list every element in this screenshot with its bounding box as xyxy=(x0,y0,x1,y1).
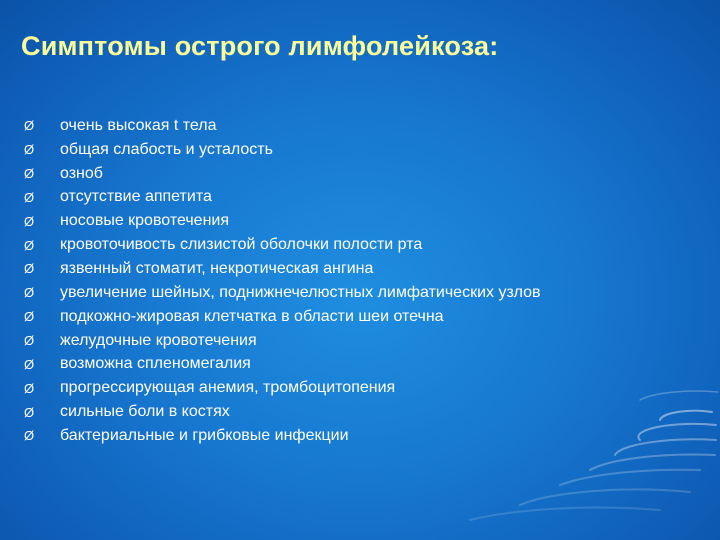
list-item-text: возможна спленомегалия xyxy=(60,355,251,373)
list-item xyxy=(24,186,704,210)
list-item xyxy=(24,162,704,186)
list-item-text: кровоточивость слизистой оболочки полости рта xyxy=(60,236,423,254)
arrow-bullet-icon: Ø xyxy=(24,333,35,349)
list-item xyxy=(24,400,704,424)
arrow-bullet-icon: Ø xyxy=(24,118,35,134)
list-item-text: желудочные кровотечения xyxy=(60,331,257,349)
arrow-bullet-icon: Ø xyxy=(24,142,35,158)
list-item-text: отсутствие аппетита xyxy=(60,188,212,206)
arrow-bullet-icon: Ø xyxy=(24,237,35,253)
list-item xyxy=(24,281,704,305)
ripple-arc xyxy=(470,508,660,520)
list-item xyxy=(24,376,704,400)
list-item xyxy=(24,257,704,281)
ripple-arc xyxy=(520,490,690,505)
ripple-arc xyxy=(590,455,715,470)
list-item-text: подкожно-жировая клетчатка в области шеи отечна xyxy=(60,307,444,325)
slide-title: Симптомы острого лимфолейкоза: xyxy=(21,31,499,61)
list-item-text: общая слабость и усталость xyxy=(60,140,273,158)
list-item xyxy=(24,233,704,257)
list-item-text: прогрессирующая анемия, тромбоцитопения xyxy=(60,379,396,397)
list-item xyxy=(24,329,704,353)
arrow-bullet-icon: Ø xyxy=(24,356,35,372)
arrow-bullet-icon: Ø xyxy=(24,285,35,301)
list-item-text: язвенный стоматит, некротическая ангина xyxy=(60,259,374,277)
arrow-bullet-icon: Ø xyxy=(24,380,35,396)
arrow-bullet-icon: Ø xyxy=(24,428,35,444)
symptom-list xyxy=(24,114,704,448)
arrow-bullet-icon: Ø xyxy=(24,213,35,229)
list-item-text: очень высокая t тела xyxy=(60,116,217,134)
arrow-bullet-icon: Ø xyxy=(24,261,35,277)
list-item-text: озноб xyxy=(60,164,103,182)
list-item xyxy=(24,305,704,329)
list-item xyxy=(24,209,704,233)
list-item-text: сильные боли в костях xyxy=(60,403,230,421)
arrow-bullet-icon: Ø xyxy=(24,166,35,182)
list-item xyxy=(24,114,704,138)
list-item xyxy=(24,424,704,448)
list-item xyxy=(24,138,704,162)
list-item-text: носовые кровотечения xyxy=(60,212,230,230)
arrow-bullet-icon: Ø xyxy=(24,309,35,325)
arrow-bullet-icon: Ø xyxy=(24,189,35,205)
arrow-bullet-icon: Ø xyxy=(24,404,35,420)
ripple-arc xyxy=(560,470,700,485)
list-item-text: увеличение шейных, поднижнечелюстных лимфатических узлов xyxy=(60,283,541,301)
list-item xyxy=(24,352,704,376)
list-item-text: бактериальные и грибковые инфекции xyxy=(60,426,349,444)
